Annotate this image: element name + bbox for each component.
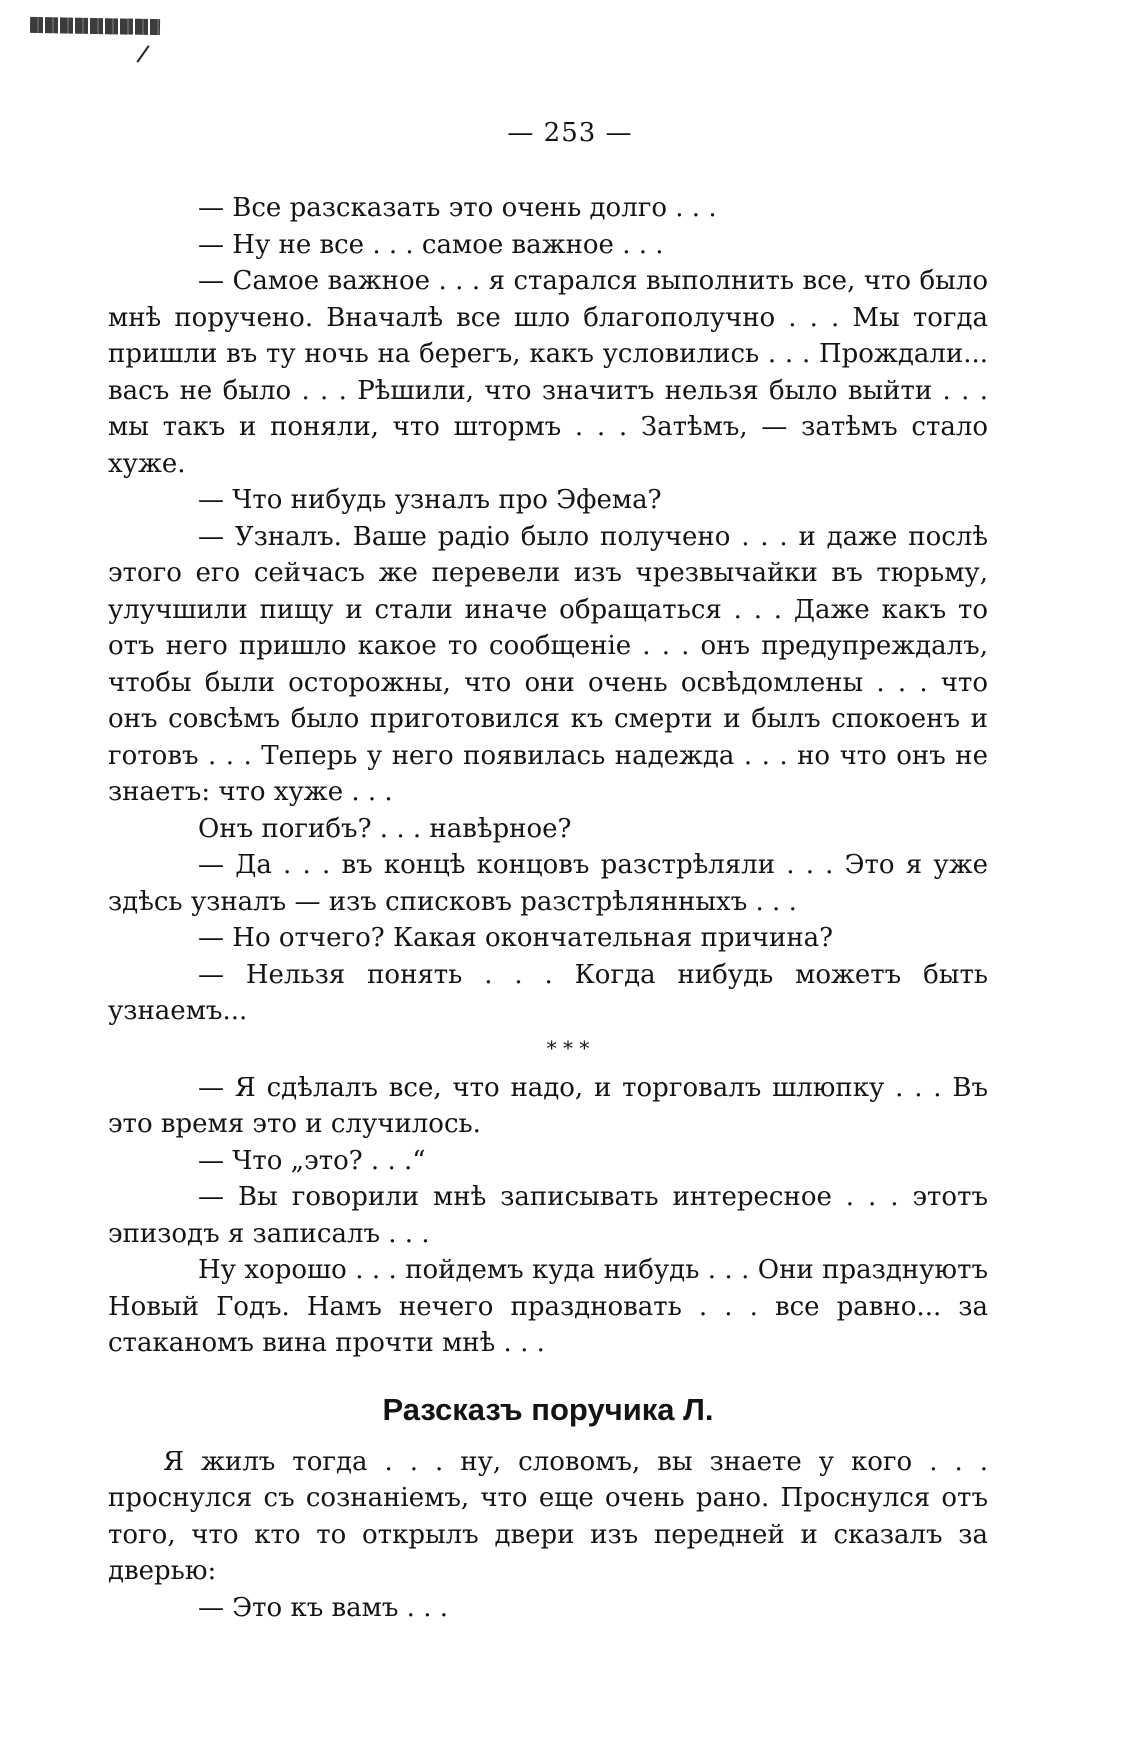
dialogue-line: — Ну не все . . . самое важное . . . xyxy=(198,229,664,260)
section-title: Разсказъ поручика Л. xyxy=(382,1391,714,1427)
ink-mark xyxy=(136,45,149,63)
dialogue-line: — Все разсказать это очень долго . . . xyxy=(198,193,717,223)
dialogue-line: — Самое важное . . . я старался выполнить все, что было мнѣ поручено. Вначалѣ все шло благополучно . . . Мы тогда пришли въ ту ночь на берегъ, какъ условились . . . Прождали... васъ не было . . . Рѣшили, что значитъ нельзя было выйти . . . мы такъ и поняли, что штормъ . . . Затѣмъ, — затѣмъ стало хуже. xyxy=(108,266,988,479)
page-number: — 253 — xyxy=(507,118,633,148)
library-stamp-mark xyxy=(30,17,160,35)
section-separator: * * * xyxy=(546,1035,590,1060)
body-text xyxy=(108,190,988,1626)
dialogue-line: Онъ погибъ? . . . навѣрное? xyxy=(198,813,572,844)
dialogue-line: — Да . . . въ концѣ концовъ разстрѣляли . . . Это я уже здѣсь узналъ — изъ списковъ разстрѣлянныхъ . . . xyxy=(108,850,988,917)
dialogue-line: — Что нибудь узналъ про Эфема? xyxy=(198,485,662,515)
dialogue-line: — Что „это? . . .“ xyxy=(198,1145,426,1176)
dialogue-line: — Но отчего? Какая окончательная причина? xyxy=(198,923,834,953)
dialogue-line: — Нельзя понять . . . Когда нибудь можетъ быть узнаемъ... xyxy=(108,959,988,1026)
paragraph: Я жилъ тогда . . . ну, словомъ, вы знаете у кого . . . проснулся съ сознаніемъ, что еще очень рано. Проснулся отъ того, что кто то открылъ двери изъ передней и сказалъ за дверью: xyxy=(108,1446,988,1586)
dialogue-line: — Это къ вамъ . . . xyxy=(198,1592,449,1623)
dialogue-line: — Узналъ. Ваше радіо было получено . . . и даже послѣ этого его сейчасъ же перевели изъ чрезвычайки въ тюрьму, улучшили пищу и стали иначе обращаться . . . Даже какъ то отъ него пришло какое то сообщеніе . . . онъ предупреждалъ, чтобы были осторожны, что они очень освѣдомлены . . . что онъ совсѣмъ было приготовился къ смерти и былъ спокоенъ и готовъ . . . Теперь у него появилась надежда . . . но что онъ не знаетъ: что хуже . . . xyxy=(108,521,988,807)
dialogue-line: Ну хорошо . . . пойдемъ куда нибудь . . . Они празднуютъ Новый Годъ. Намъ нечего праздновать . . . все равно... за стаканомъ вина прочти мнѣ . . . xyxy=(108,1255,988,1358)
dialogue-line: — Я сдѣлалъ все, что надо, и торговалъ шлюпку . . . Въ это время это и случилось. xyxy=(108,1072,988,1139)
dialogue-line: — Вы говорили мнѣ записывать интересное . . . этотъ эпизодъ я записалъ . . . xyxy=(108,1182,988,1249)
